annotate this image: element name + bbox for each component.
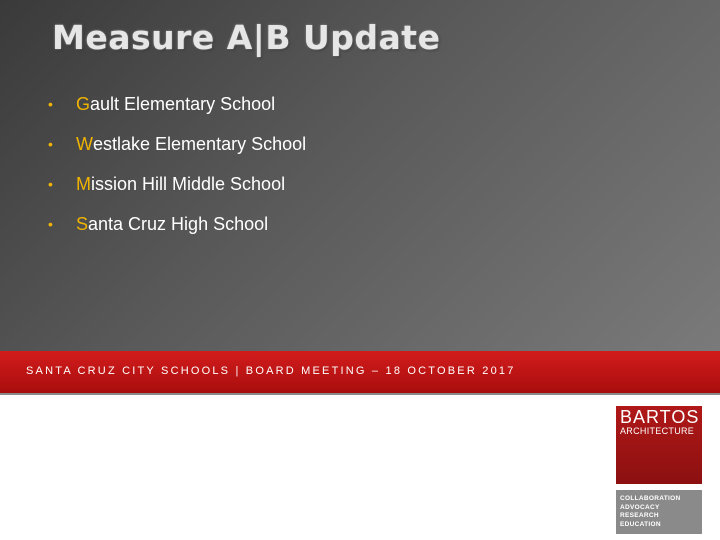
logo-name: BARTOS [620,407,700,427]
bullet-initial: S [76,213,89,234]
logo-word: ADVOCACY [620,503,660,511]
list-item [48,84,306,124]
bullet-icon: • [48,216,53,232]
bartos-logo [616,406,702,534]
logo-word: RESEARCH [620,512,659,519]
footer-band [0,351,720,395]
bullet-text: ission Hill Middle School [91,173,286,194]
bullet-text: ault Elementary School [90,93,276,114]
logo-gray-block [616,490,702,534]
bullet-text: anta Cruz High School [88,213,269,234]
bullet-icon: • [48,176,53,192]
bullet-initial: M [76,173,91,194]
logo-subtitle: ARCHITECTURE [620,426,695,436]
logo-word: COLLABORATION [620,495,681,502]
list-item [48,204,306,244]
list-item [48,124,306,164]
logo-red-block [616,406,702,484]
bullet-text: estlake Elementary School [93,133,307,154]
list-item [48,164,306,204]
slide-title: Measure A|B Update [52,18,441,57]
logo-word: EDUCATION [620,520,661,528]
bullet-icon: • [48,96,53,112]
footer-text: SANTA CRUZ CITY SCHOOLS | BOARD MEETING – 18 OCTOBER 2017 [26,365,516,377]
bullet-icon: • [48,136,53,152]
school-list [48,84,306,244]
bullet-initial: W [76,133,93,154]
bullet-initial: G [76,93,91,114]
